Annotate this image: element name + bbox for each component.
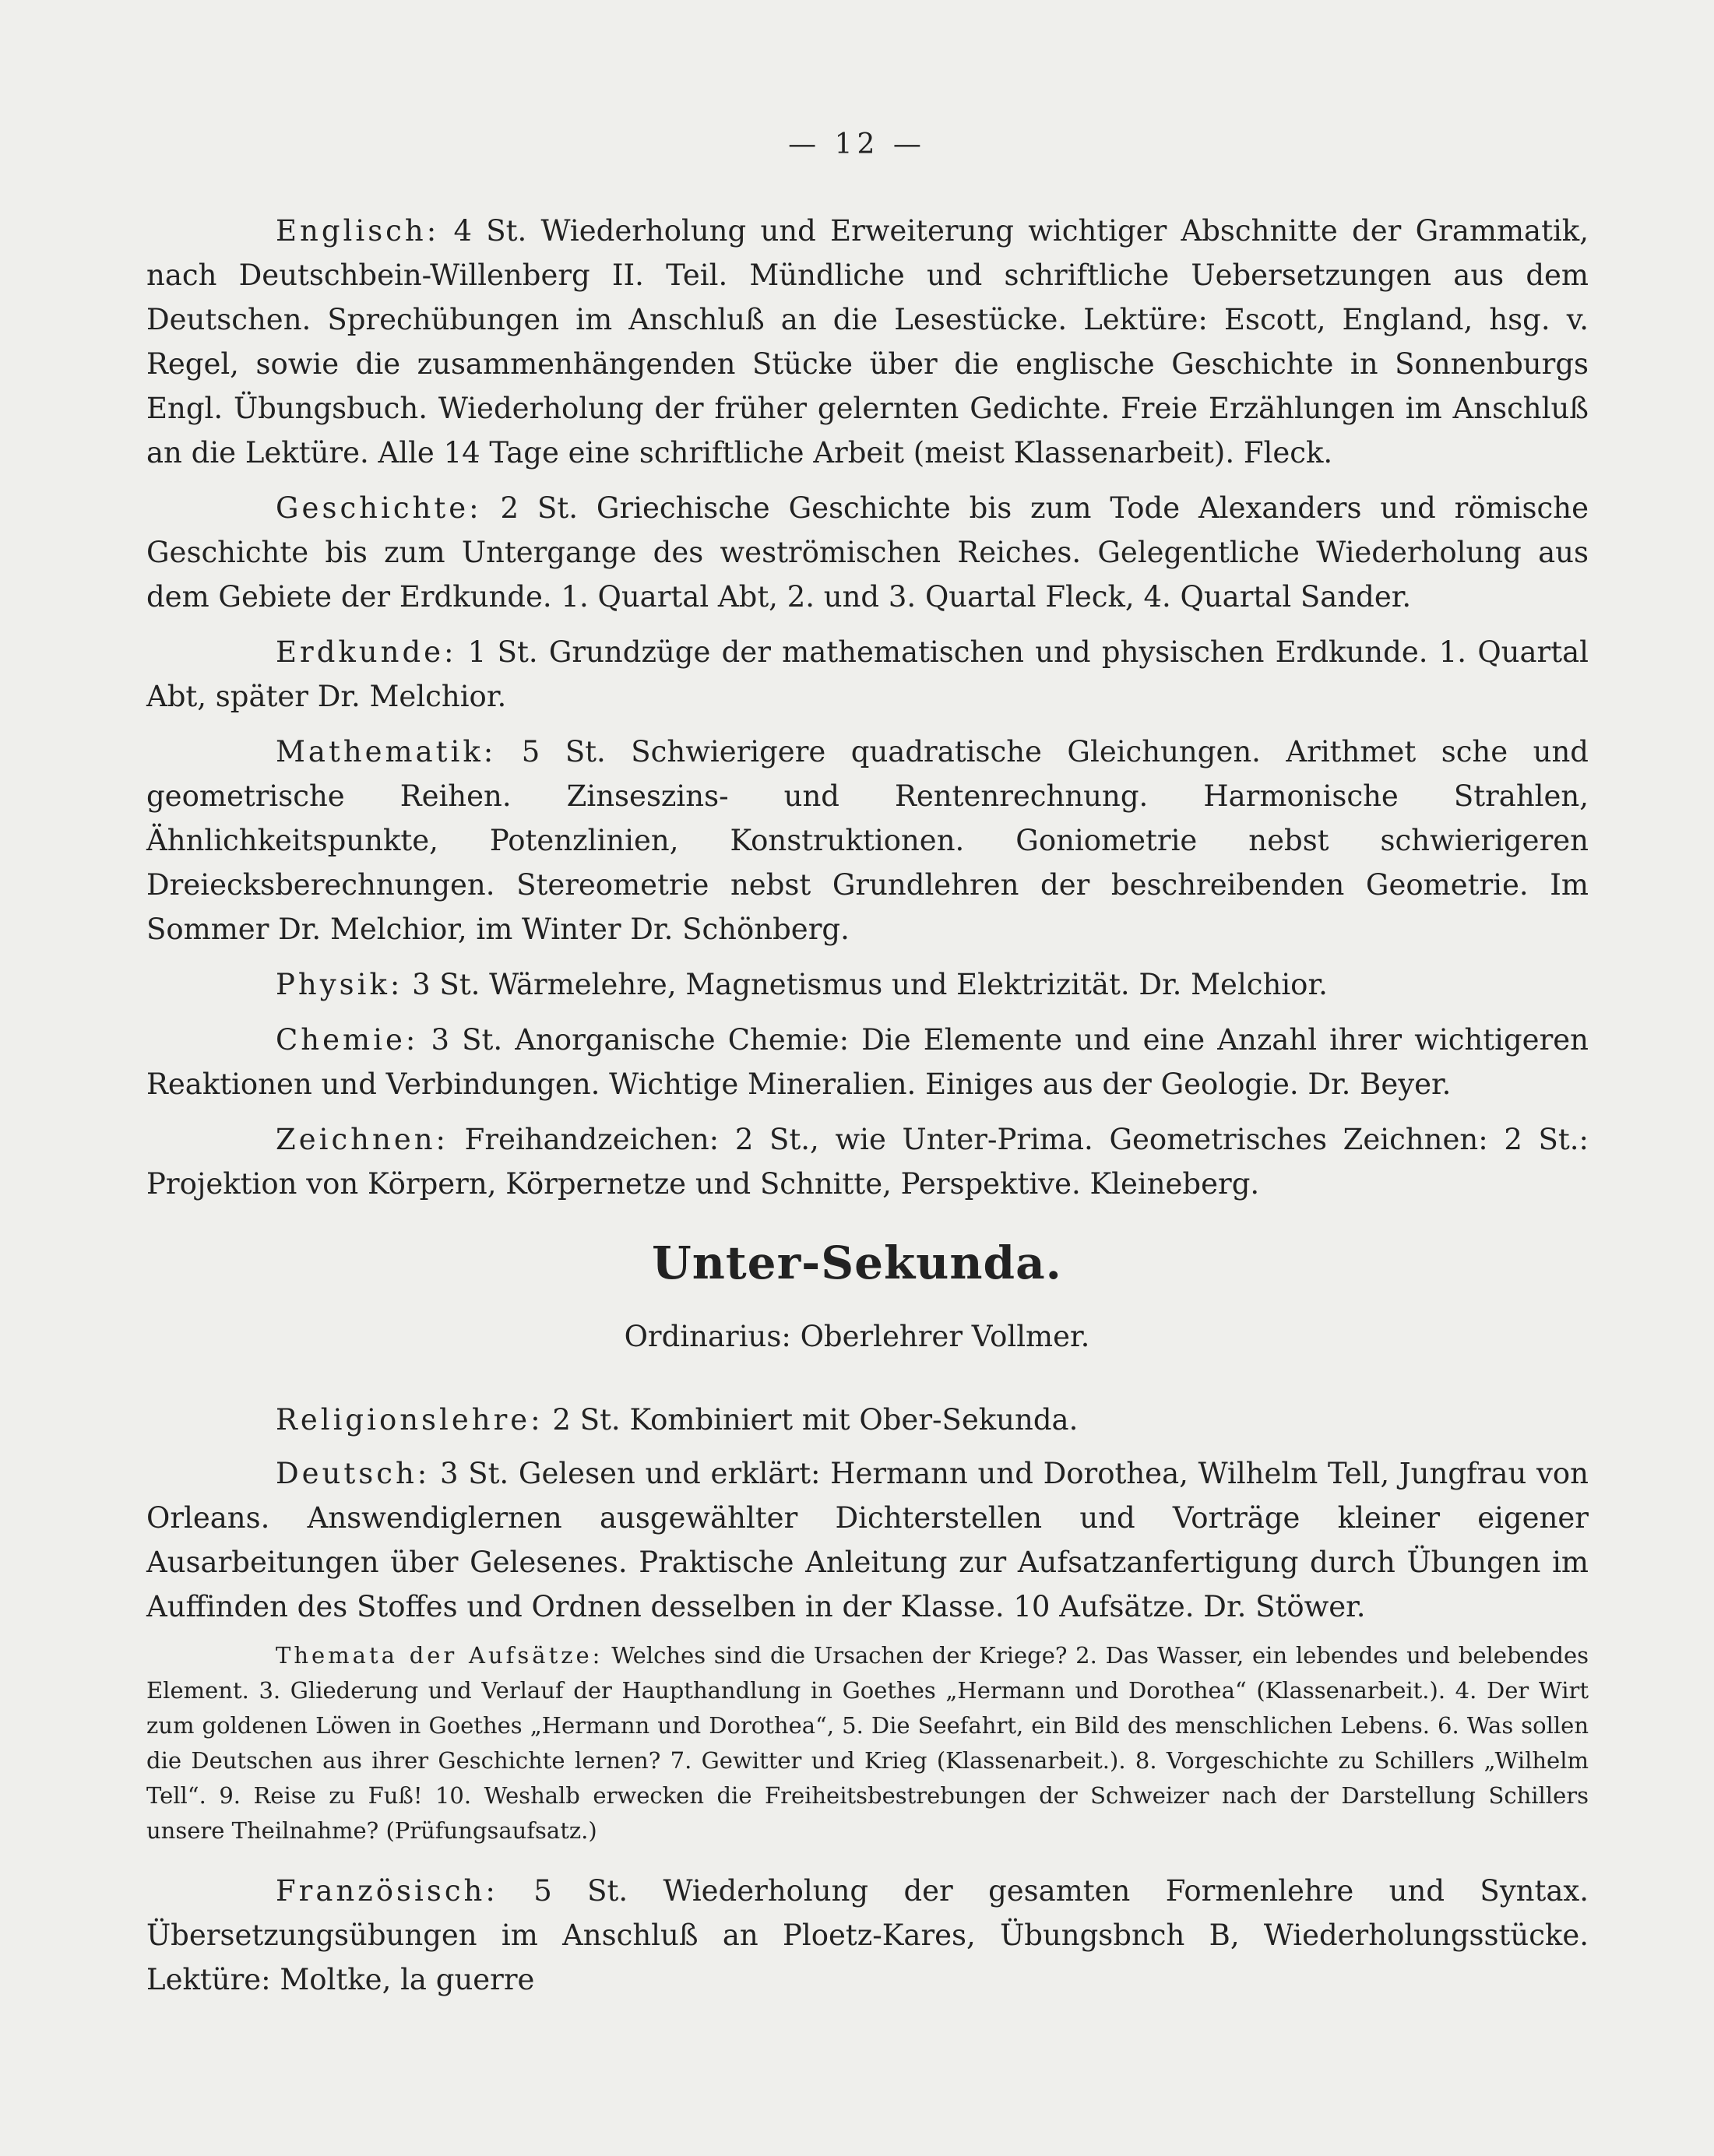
- subject-label: Physik:: [276, 968, 403, 1001]
- paragraph-geschichte: [146, 486, 1589, 619]
- paragraph-body: 5 St. Wiederholung der gesamten Formenlehre und Syntax. Übersetzungsübungen im Anschluß an Ploetz-Kares, Übungsbnch B, Wiederholungsstücke. Lektüre: Moltke, la guerre: [146, 1874, 1589, 1996]
- subject-label: Deutsch:: [276, 1457, 431, 1490]
- subject-label: Zeichnen:: [276, 1123, 449, 1156]
- paragraph-body: 4 St. Wiederholung und Erweiterung wichtiger Abschnitte der Grammatik, nach Deutschbein-Willenberg II. Teil. Mündliche und schriftliche Uebersetzungen aus dem Deutschen. Sprechübungen im Anschluß an die Lesestücke. Lektüre: Escott, England, hsg. v. Regel, sowie die zusammenhängenden Stücke über die englische Geschichte in Sonnenburgs Engl. Übungsbuch. Wiederholung der früher gelernten Gedichte. Freie Erzählungen im Anschluß an die Lektüre. Alle 14 Tage eine schriftliche Arbeit (meist Klassenarbeit). Fleck.: [146, 214, 1589, 470]
- paragraph-chemie: [146, 1018, 1589, 1106]
- page-number: — 12 —: [788, 128, 926, 160]
- paragraph-themata: [146, 1638, 1589, 1848]
- subject-label: Erdkunde:: [276, 635, 457, 669]
- subject-label: Chemie:: [276, 1023, 419, 1057]
- paragraph-body: 2 St. Kombiniert mit Ober-Sekunda.: [543, 1403, 1079, 1437]
- paragraph-body: 3 St. Anorganische Chemie: Die Elemente und eine Anzahl ihrer wichtigeren Reaktionen und Verbindungen. Wichtige Mineralien. Einiges aus der Geologie. Dr. Beyer.: [146, 1023, 1589, 1101]
- subject-label: Geschichte:: [276, 491, 482, 525]
- paragraph-body: 3 St. Gelesen und erklärt: Hermann und Dorothea, Wilhelm Tell, Jungfrau von Orleans. Answendiglernen ausgewählter Dichterstellen und Vorträge kleiner eigener Ausarbeitungen über Gelesenes. Praktische Anleitung zur Aufsatzanfertigung durch Übungen im Auffinden des Stoffes und Ordnen desselben in der Klasse. 10 Aufsätze. Dr. Stöwer.: [146, 1457, 1589, 1623]
- paragraph-body: 3 St. Wärmelehre, Magnetismus und Elektrizität. Dr. Melchior.: [403, 968, 1328, 1001]
- section-heading: Unter-Sekunda.: [652, 1236, 1062, 1289]
- themata-label: Themata der Aufsätze:: [276, 1642, 604, 1669]
- paragraph-englisch: [146, 209, 1589, 475]
- subject-label: Französisch:: [276, 1874, 498, 1908]
- paragraph-body: Freihandzeichen: 2 St., wie Unter-Prima. Geometrisches Zeichnen: 2 St.: Projektion von Körpern, Körpernetze und Schnitte, Perspektive. Kleineberg.: [146, 1123, 1589, 1201]
- section-unter-sekunda: [146, 1398, 1589, 2011]
- paragraph-zeichnen: [146, 1117, 1589, 1206]
- paragraph-body: 5 St. Schwierigere quadratische Gleichungen. Arithmet sche und geometrische Reihen. Zinseszins- und Rentenrechnung. Harmonische Strahlen, Ähnlichkeitspunkte, Potenzlinien, Konstruktionen. Goniometrie nebst schwierigeren Dreiecksberechnungen. Stereometrie nebst Grundlehren der beschreibenden Geometrie. Im Sommer Dr. Melchior, im Winter Dr. Schönberg.: [146, 735, 1589, 946]
- paragraph-mathematik: [146, 730, 1589, 951]
- paragraph-franzoesisch: [146, 1869, 1589, 2002]
- section-ober-sekunda-continued: [146, 209, 1589, 1217]
- paragraph-deutsch: [146, 1451, 1589, 1629]
- paragraph-body: 1 St. Grundzüge der mathematischen und physischen Erdkunde. 1. Quartal Abt, später Dr. Melchior.: [146, 635, 1589, 713]
- paragraph-physik: [146, 962, 1589, 1007]
- subject-label: Englisch:: [276, 214, 440, 248]
- ordinarius-line: Ordinarius: Oberlehrer Vollmer.: [624, 1320, 1090, 1353]
- paragraph-erdkunde: [146, 630, 1589, 719]
- paragraph-body: 2 St. Griechische Geschichte bis zum Tode Alexanders und römische Geschichte bis zum Untergange des weströmischen Reiches. Gelegentliche Wiederholung aus dem Gebiete der Erdkunde. 1. Quartal Abt, 2. und 3. Quartal Fleck, 4. Quartal Sander.: [146, 491, 1589, 614]
- paragraph-religionslehre: [146, 1398, 1589, 1442]
- subject-label: Religionslehre:: [276, 1403, 544, 1437]
- themata-body: Welches sind die Ursachen der Kriege? 2. Das Wasser, ein lebendes und belebendes Element. 3. Gliederung und Verlauf der Haupthandlung in Goethes „Hermann und Dorothea“ (Klassenarbeit.). 4. Der Wirt zum goldenen Löwen in Goethes „Hermann und Dorothea“, 5. Die Seefahrt, ein Bild des menschlichen Lebens. 6. Was sollen die Deutschen aus ihrer Geschichte lernen? 7. Gewitter und Krieg (Klassenarbeit.). 8. Vorgeschichte zu Schillers „Wilhelm Tell“. 9. Reise zu Fuß! 10. Weshalb erwecken die Freiheitsbestrebungen der Schweizer nach der Darstellung Schillers unsere Theilnahme? (Prüfungsaufsatz.): [146, 1642, 1589, 1844]
- subject-label: Mathematik:: [276, 735, 497, 768]
